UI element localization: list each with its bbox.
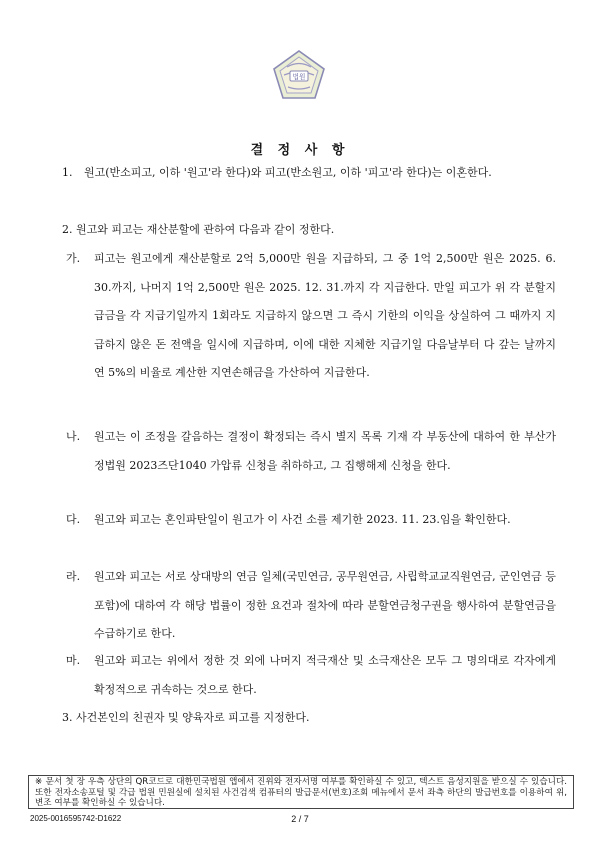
item-text: 사건본인의 친권자 및 양육자로 피고를 지정한다. [76,711,310,724]
subitem-text: 원고는 이 조정을 갈음하는 결정이 확정되는 즉시 별지 목록 기재 각 부동산에 대하여 한 부산가정법원 2023즈단1040 가압류 신청을 취하하고, 그 집행해제 신청을 한다. [94,430,556,472]
subitem-number: 가. [66,252,81,265]
subitem-ma [66,647,556,704]
subitem-text: 원고와 피고는 혼인파탄일이 원고가 이 사건 소를 제기한 2023. 11. 23.임을 확인한다. [94,513,511,526]
subitem-number: 다. [66,513,81,526]
subitem-da [66,506,556,535]
page-number: 2 / 7 [291,814,309,824]
item-number: 1. [62,166,73,179]
item-text: 원고와 피고는 재산분할에 관하여 다음과 같이 정한다. [76,223,335,236]
item-number: 2. [62,223,73,236]
subitem-number: 마. [66,654,81,667]
item-text: 원고(반소피고, 이하 '원고'라 한다)와 피고(반소원고, 이하 '피고'라 한다)는 이혼한다. [84,166,492,179]
court-seal-emblem [271,50,327,100]
verification-notice: ※ 문서 첫 장 우측 상단의 QR코드로 대한민국법원 앱에서 진위와 전자서명 여부를 확인하실 수 있고, 텍스트 음성지원을 받으실 수 있습니다. 또한 전자소송포털 및 각급 법원 민원실에 설치된 사건검색 컴퓨터의 발급문서(번호)조회 메뉴에서 문서 좌측 하단의 발급번호를 이용하여 위,변조 여부를 확인하실 수 있습니다. [28,775,574,809]
subitem-ra [66,563,556,649]
seal-label: 법원 [292,73,306,81]
item-3 [62,704,552,733]
subitem-na [66,423,556,480]
issue-number: 2025-0016595742-D1622 [30,814,122,823]
subitem-number: 나. [66,430,81,443]
item-number: 3. [62,711,73,724]
page-title: 결 정 사 항 [250,143,350,158]
item-2 [62,216,552,245]
item-1 [62,159,552,188]
subitem-number: 라. [66,570,81,583]
subitem-ga [66,245,556,388]
subitem-text: 원고와 피고는 위에서 정한 것 외에 나머지 적극재산 및 소극재산은 모두 그 명의대로 각자에게 확정적으로 귀속하는 것으로 한다. [94,654,556,696]
subitem-text: 피고는 원고에게 재산분할로 2억 5,000만 원을 지급하되, 그 중 1억 2,500만 원은 2025. 6. 30.까지, 나머지 1억 2,500만 원은 2025. 12. 31.까지 각 지급한다. 만일 피고가 위 각 분할지급금을 각 지급기일까지 1회라도 지급하지 않으면 그 즉시 기한의 이익을 상실하여 그 때까지 지급하지 않은 돈 전액을 일시에 지급하며, 이에 대한 지체한 지급기일 다음날부터 다 갚는 날까지 연 5%의 비율로 계산한 지연손해금을 가산하여 지급한다. [94,252,556,379]
subitem-text: 원고와 피고는 서로 상대방의 연금 일체(국민연금, 공무원연금, 사립학교교직원연금, 군인연금 등 포함)에 대하여 각 해당 법률이 정한 요건과 절차에 따라 분할연금청구권을 행사하여 분할연금을 수급하기로 한다. [94,570,556,640]
